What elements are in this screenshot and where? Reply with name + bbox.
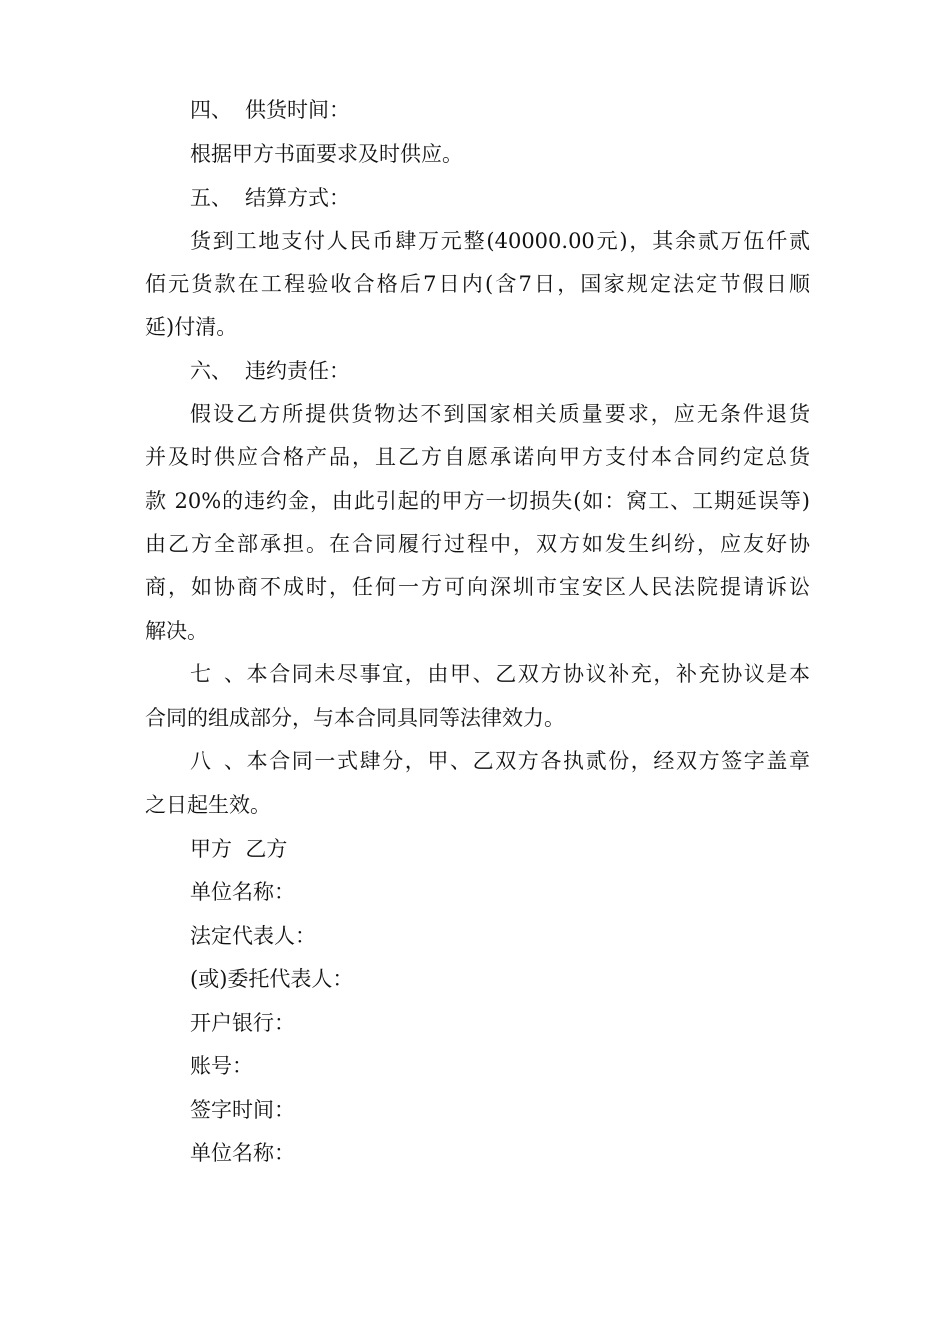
- section-7-text: 本合同未尽事宜，由甲、乙双方协议补充，补充协议是本: [245, 662, 810, 686]
- section-7-number: 七、: [190, 662, 245, 686]
- section-6-body-line: 商，如协商不成时，任何一方可向深圳市宝安区人民法院提请诉讼: [145, 575, 810, 599]
- signature-field-unit-name: 单位名称：: [190, 880, 295, 904]
- signature-field-bank: 开户银行：: [190, 1011, 295, 1035]
- section-4-title: 供货时间：: [245, 98, 350, 122]
- section-8-line: 之日起生效。: [145, 793, 271, 817]
- section-8-number: 八、: [190, 749, 245, 773]
- section-5-body-line: 货到工地支付人民币肆万元整(40000.00元)，其余贰万伍仟贰: [190, 229, 810, 253]
- section-6-number: 六、: [190, 359, 232, 383]
- section-8-text: 本合同一式肆分，甲、乙双方各执贰份，经双方签字盖章: [245, 749, 810, 773]
- section-5-heading: [190, 183, 810, 213]
- section-6-body-line: 解决。: [145, 619, 208, 643]
- section-6-body-line: 由乙方全部承担。在合同履行过程中，双方如发生纠纷，应友好协: [145, 532, 810, 556]
- section-6-body-line: 假设乙方所提供货物达不到国家相关质量要求，应无条件退货: [190, 402, 810, 426]
- section-5-number: 五、: [190, 186, 232, 210]
- section-6-body-line: 款 20%的违约金，由此引起的甲方一切损失(如：窝工、工期延误等): [145, 489, 810, 513]
- section-7-line: 合同的组成部分，与本合同具同等法律效力。: [145, 706, 565, 730]
- section-7-line: [190, 659, 810, 689]
- section-5-title: 结算方式：: [245, 186, 350, 210]
- section-6-heading: [190, 356, 810, 386]
- section-5-body-line: 佰元货款在工程验收合格后7日内(含7日，国家规定法定节假日顺: [145, 272, 810, 296]
- signature-field-account: 账号：: [190, 1054, 253, 1078]
- section-5-body-line: 延)付清。: [145, 315, 238, 339]
- section-8-line: [190, 746, 810, 776]
- signature-field-sign-date: 签字时间：: [190, 1098, 295, 1122]
- section-6-body-line: 并及时供应合格产品，且乙方自愿承诺向甲方支付本合同约定总货: [145, 445, 810, 469]
- signature-field-legal-representative: 法定代表人：: [190, 924, 316, 948]
- section-6-title: 违约责任：: [245, 359, 350, 383]
- section-4-heading: [190, 95, 810, 125]
- section-4-body-line: 根据甲方书面要求及时供应。: [190, 142, 463, 166]
- signature-parties: 甲方 乙方: [190, 837, 288, 861]
- signature-field-authorized-representative: (或)委托代表人：: [190, 967, 354, 991]
- section-4-number: 四、: [190, 98, 232, 122]
- signature-field-unit-name-2: 单位名称：: [190, 1141, 295, 1165]
